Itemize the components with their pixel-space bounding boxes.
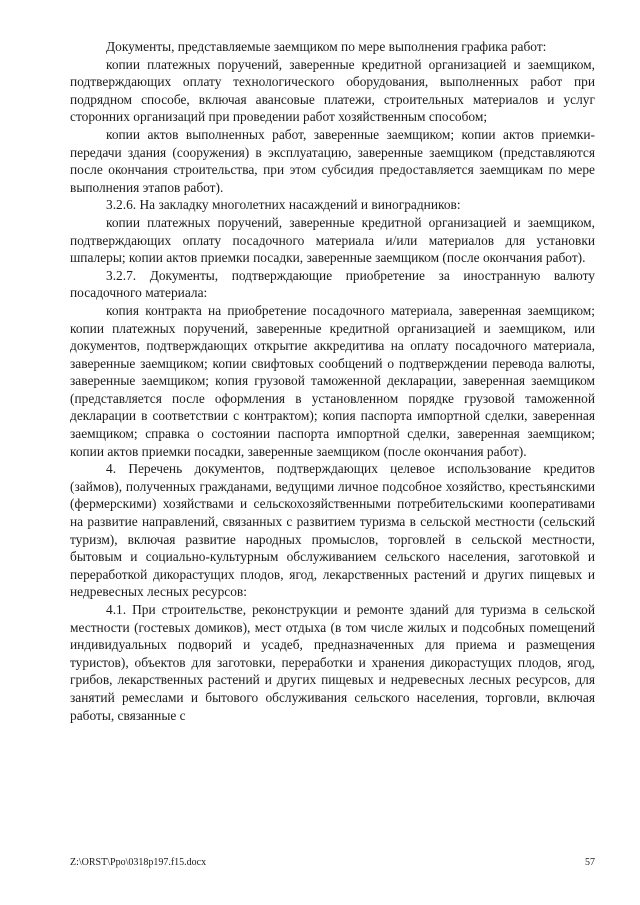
- paragraph-4-1: 4.1. При строительстве, реконструкции и ремонте зданий для туризма в сельской местности (гостевых домиков), мест отдыха (в том числе жилых и подсобных помещений индивидуальных подворий и усадеб, предназначенных для приема и размещения туристов), объектов для заготовки, переработки и хранения дикорастущих плодов, ягод, грибов, лекарственных растений и других пищевых и недревесных лесных ресурсов, для занятий ремеслами и бытового обслуживания сельского населения, торговли, включая работы, связанные с: [70, 602, 595, 723]
- paragraph-4-list: 4. Перечень документов, подтверждающих целевое использование кредитов (займов), полученных гражданами, ведущими личное подсобное хозяйство, крестьянскими (фермерскими) хозяйствами и сельскохозяйственными потребительскими кооперативами на развитие направлений, связанных с развитием туризма в сельской местности (сельский туризм), включая развитие народных промыслов, торговлей в сельской местности, бытовым и социально-культурным обслуживанием сельского населения, заготовкой и переработкой дикорастущих плодов, ягод, лекарственных растений и других пищевых и недревесных лесных ресурсов:: [70, 461, 595, 600]
- footer-file-path: Z:\ORST\Ppo\0318p197.f15.docx: [70, 857, 207, 868]
- paragraph-payment-orders: копии платежных поручений, заверенные кредитной организацией и заемщиком, подтверждающих оплату технологического оборудования, выполненных работ при подрядном способе, включая авансовые платежи, строительных материалов и услуг сторонних организаций при проведении работ хозяйственным способом;: [70, 56, 595, 125]
- paragraph-3-2-6-heading: 3.2.6. На закладку многолетних насаждений и виноградников:: [106, 197, 461, 213]
- paragraph-3-2-7-body: копия контракта на приобретение посадочного материала, заверенная заемщиком; копии платежных поручений, заверенные кредитной организацией и заемщиком, или документов, подтверждающих открытие аккредитива на оплату посадочного материала, заверенные заемщиком; копии свифтовых сообщений о подтверждении перевода валюты, заверенные заемщиком; копия грузовой таможенной декларации, заверенная заемщиком (представляется после оформления в установленном порядке грузовой таможенной декларации в соответствии с контрактом); копия паспорта импортной сделки, заверенная заемщиком; справка о состоянии паспорта импортной сделки, заверенная заемщиком; копии актов приемки посадки, заверенные заемщиком (после окончания работ).: [70, 302, 595, 459]
- paragraph-3-2-6-body: копии платежных поручений, заверенные кредитной организацией и заемщиком, подтверждающих оплату посадочного материала и/или материалов для установки шпалеры; копии актов приемки посадки, заверенные заемщиком (после окончания работ).: [70, 214, 595, 266]
- paragraph-acts-completed-works: копии актов выполненных работ, заверенные заемщиком; копии актов приемки-передачи здания (сооружения) в эксплуатацию, заверенные заемщиком (представляются после окончания строительства, при этом субсидия предоставляется заемщикам по мере выполнения этапов работ).: [70, 126, 595, 195]
- paragraph-documents-schedule: Документы, представляемые заемщиком по мере выполнения графика работ:: [106, 39, 547, 54]
- paragraph-3-2-7-heading: 3.2.7. Документы, подтверждающие приобретение за иностранную валюту посадочного материала:: [70, 267, 595, 301]
- document-body: [70, 38, 595, 724]
- footer-page-number: 57: [585, 857, 595, 868]
